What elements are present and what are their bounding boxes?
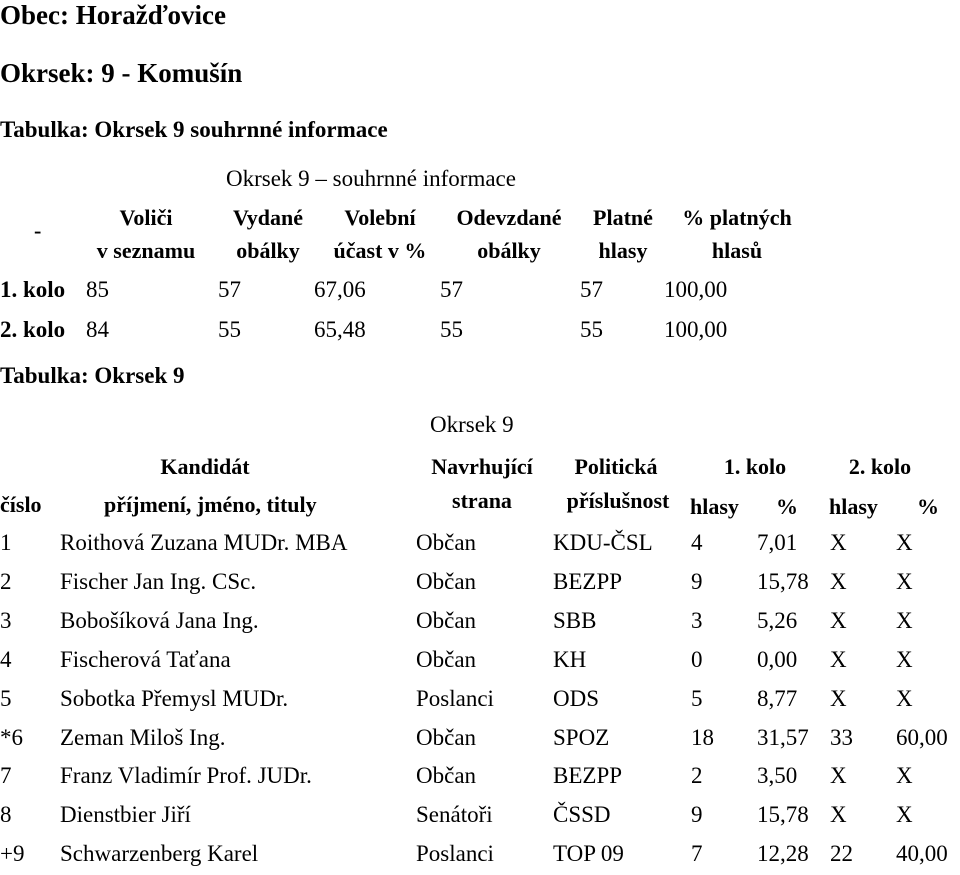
cell-kolo2-pct: 60,00 bbox=[896, 724, 948, 750]
cell-navrhujici: Občan bbox=[416, 568, 477, 594]
cell-kolo2-hlasy: X bbox=[830, 568, 847, 594]
cell-kolo1-pct: 12,28 bbox=[757, 841, 809, 867]
cell-kolo2-pct: X bbox=[896, 646, 913, 672]
header-kolo2-pct: % bbox=[917, 494, 939, 519]
cell-kolo1-hlasy: 9 bbox=[691, 802, 703, 828]
cell-politicka: ČSSD bbox=[553, 802, 611, 828]
cell-kolo1-hlasy: 2 bbox=[691, 763, 703, 789]
cell-kolo2-hlasy: X bbox=[830, 685, 847, 711]
cell-kolo2-pct: X bbox=[896, 607, 913, 633]
summary-caption: Okrsek 9 – souhrnné informace bbox=[226, 166, 516, 191]
cell-navrhujici: Občan bbox=[416, 607, 477, 633]
cell-politicka: KDU-ČSL bbox=[553, 530, 653, 555]
cell-kandidat: Sobotka Přemysl MUDr. bbox=[60, 685, 289, 711]
cell-cislo: 1 bbox=[0, 530, 12, 555]
summary-cell: 100,00 bbox=[664, 277, 728, 302]
header-kolo1: 1. kolo bbox=[723, 454, 787, 479]
cell-cislo: 7 bbox=[0, 763, 12, 789]
summary-header-5-line1: Platné bbox=[593, 205, 653, 230]
cell-kandidat: Bobošíková Jana Ing. bbox=[60, 607, 259, 633]
cell-cislo: *6 bbox=[0, 724, 23, 750]
header-cislo: číslo bbox=[0, 492, 42, 517]
cell-kolo2-hlasy: X bbox=[830, 607, 847, 633]
summary-header-3-line1: Volební bbox=[344, 205, 416, 230]
summary-header-1-line1: Voliči bbox=[119, 205, 173, 230]
cell-navrhujici: Občan bbox=[416, 724, 477, 750]
summary-header-4-line2: obálky bbox=[477, 238, 541, 263]
cell-kandidat: Fischerová Taťana bbox=[60, 646, 231, 672]
cell-kolo1-hlasy: 5 bbox=[691, 685, 703, 711]
cell-kolo1-pct: 0,00 bbox=[757, 646, 798, 672]
cell-kolo1-pct: 31,57 bbox=[757, 724, 809, 750]
cell-kolo1-hlasy: 3 bbox=[691, 607, 703, 633]
header-kandidat: Kandidát bbox=[160, 454, 250, 479]
cell-cislo: 4 bbox=[0, 646, 12, 672]
header-kolo2: 2. kolo bbox=[848, 454, 912, 479]
cell-kandidat: Dienstbier Jiří bbox=[60, 802, 191, 828]
cell-kolo1-hlasy: 18 bbox=[691, 724, 714, 750]
cell-kolo1-hlasy: 4 bbox=[691, 530, 703, 555]
summary-cell: 67,06 bbox=[314, 277, 366, 302]
cell-kolo2-pct: 40,00 bbox=[896, 841, 948, 867]
summary-header-3-line2: účast v % bbox=[333, 238, 427, 263]
summary-cell: 65,48 bbox=[314, 317, 366, 342]
header-kolo2-hlasy: hlasy bbox=[829, 494, 878, 519]
summary-cell: 55 bbox=[440, 317, 463, 342]
cell-kandidat: Schwarzenberg Karel bbox=[60, 841, 259, 867]
summary-header-2-line2: obálky bbox=[236, 238, 300, 263]
cell-cislo: 3 bbox=[0, 607, 12, 633]
cell-politicka: KH bbox=[553, 646, 587, 672]
header-politicka: Politická bbox=[574, 454, 658, 479]
cell-politicka: SBB bbox=[553, 607, 597, 633]
cell-navrhujici: Občan bbox=[416, 646, 477, 672]
candidates-caption: Okrsek 9 bbox=[430, 412, 514, 437]
cell-kolo1-pct: 7,01 bbox=[757, 530, 798, 555]
header-kandidat-sub: příjmení, jméno, tituly bbox=[104, 492, 317, 517]
summary-cell: 57 bbox=[580, 277, 603, 302]
header-navrhujici: Navrhující bbox=[431, 454, 533, 479]
header-politicka-sub: příslušnost bbox=[566, 488, 670, 513]
summary-cell: 55 bbox=[580, 317, 603, 342]
summary-header-4-line1: Odevzdané bbox=[456, 205, 562, 230]
summary-header-6-line1: % platných bbox=[682, 205, 792, 230]
cell-cislo: 2 bbox=[0, 568, 12, 594]
cell-kolo2-hlasy: X bbox=[830, 763, 847, 789]
cell-kolo2-pct: X bbox=[896, 568, 913, 594]
cell-navrhujici: Občan bbox=[416, 763, 477, 789]
cell-kolo1-hlasy: 0 bbox=[691, 646, 703, 672]
cell-kolo2-pct: X bbox=[896, 763, 913, 789]
cell-kandidat: Franz Vladimír Prof. JUDr. bbox=[60, 763, 312, 789]
summary-header-2-line1: Vydané bbox=[232, 205, 304, 230]
cell-kolo2-pct: X bbox=[896, 530, 913, 555]
cell-cislo: 5 bbox=[0, 685, 12, 711]
cell-kolo1-pct: 15,78 bbox=[757, 568, 809, 594]
cell-navrhujici: Občan bbox=[416, 530, 477, 555]
table2-title: Tabulka: Okrsek 9 bbox=[0, 363, 185, 388]
summary-row-label: 1. kolo bbox=[0, 277, 66, 302]
cell-politicka: BEZPP bbox=[553, 568, 623, 594]
cell-kandidat: Fischer Jan Ing. CSc. bbox=[60, 568, 257, 594]
cell-politicka: BEZPP bbox=[553, 763, 623, 789]
cell-kolo1-pct: 3,50 bbox=[757, 763, 798, 789]
cell-kolo1-pct: 5,26 bbox=[757, 607, 798, 633]
summary-cell: 84 bbox=[86, 317, 109, 342]
summary-cell: 85 bbox=[86, 277, 109, 302]
header-kolo1-hlasy: hlasy bbox=[690, 494, 739, 519]
summary-cell: 55 bbox=[218, 317, 241, 342]
cell-kolo2-hlasy: X bbox=[830, 802, 847, 828]
summary-row-label: 2. kolo bbox=[0, 317, 66, 342]
cell-kolo1-pct: 15,78 bbox=[757, 802, 809, 828]
cell-kolo1-hlasy: 9 bbox=[691, 568, 703, 594]
okrsek-title: Okrsek: 9 - Komušín bbox=[0, 58, 243, 88]
cell-kolo1-hlasy: 7 bbox=[691, 841, 703, 867]
summary-header-6-line2: hlasů bbox=[711, 238, 763, 263]
cell-kolo2-hlasy: X bbox=[830, 530, 847, 555]
obec-title: Obec: Horažďovice bbox=[0, 0, 226, 30]
cell-navrhujici: Senátoři bbox=[416, 802, 493, 828]
cell-cislo: 8 bbox=[0, 802, 12, 828]
summary-cell: 57 bbox=[440, 277, 463, 302]
summary-header-1-line2: v seznamu bbox=[96, 238, 196, 263]
cell-kandidat: Roithová Zuzana MUDr. MBA bbox=[60, 530, 348, 555]
cell-kolo2-hlasy: X bbox=[830, 646, 847, 672]
cell-navrhujici: Poslanci bbox=[416, 841, 494, 867]
header-navrhujici-sub: strana bbox=[452, 488, 512, 513]
cell-cislo: +9 bbox=[0, 841, 25, 867]
summary-corner: - bbox=[34, 218, 42, 243]
cell-navrhujici: Poslanci bbox=[416, 685, 494, 711]
cell-kolo2-hlasy: 33 bbox=[830, 724, 853, 750]
cell-kolo2-pct: X bbox=[896, 685, 913, 711]
header-kolo1-pct: % bbox=[776, 494, 798, 519]
cell-kolo2-pct: X bbox=[896, 802, 913, 828]
summary-cell: 57 bbox=[218, 277, 241, 302]
cell-kandidat: Zeman Miloš Ing. bbox=[60, 724, 226, 750]
summary-header-5-line2: hlasy bbox=[598, 238, 648, 263]
cell-politicka: SPOZ bbox=[553, 724, 610, 750]
cell-politicka: ODS bbox=[553, 685, 600, 711]
cell-kolo1-pct: 8,77 bbox=[757, 685, 798, 711]
cell-politicka: TOP 09 bbox=[553, 841, 624, 867]
table1-title: Tabulka: Okrsek 9 souhrnné informace bbox=[0, 117, 388, 142]
summary-cell: 100,00 bbox=[664, 317, 728, 342]
cell-kolo2-hlasy: 22 bbox=[830, 841, 853, 867]
